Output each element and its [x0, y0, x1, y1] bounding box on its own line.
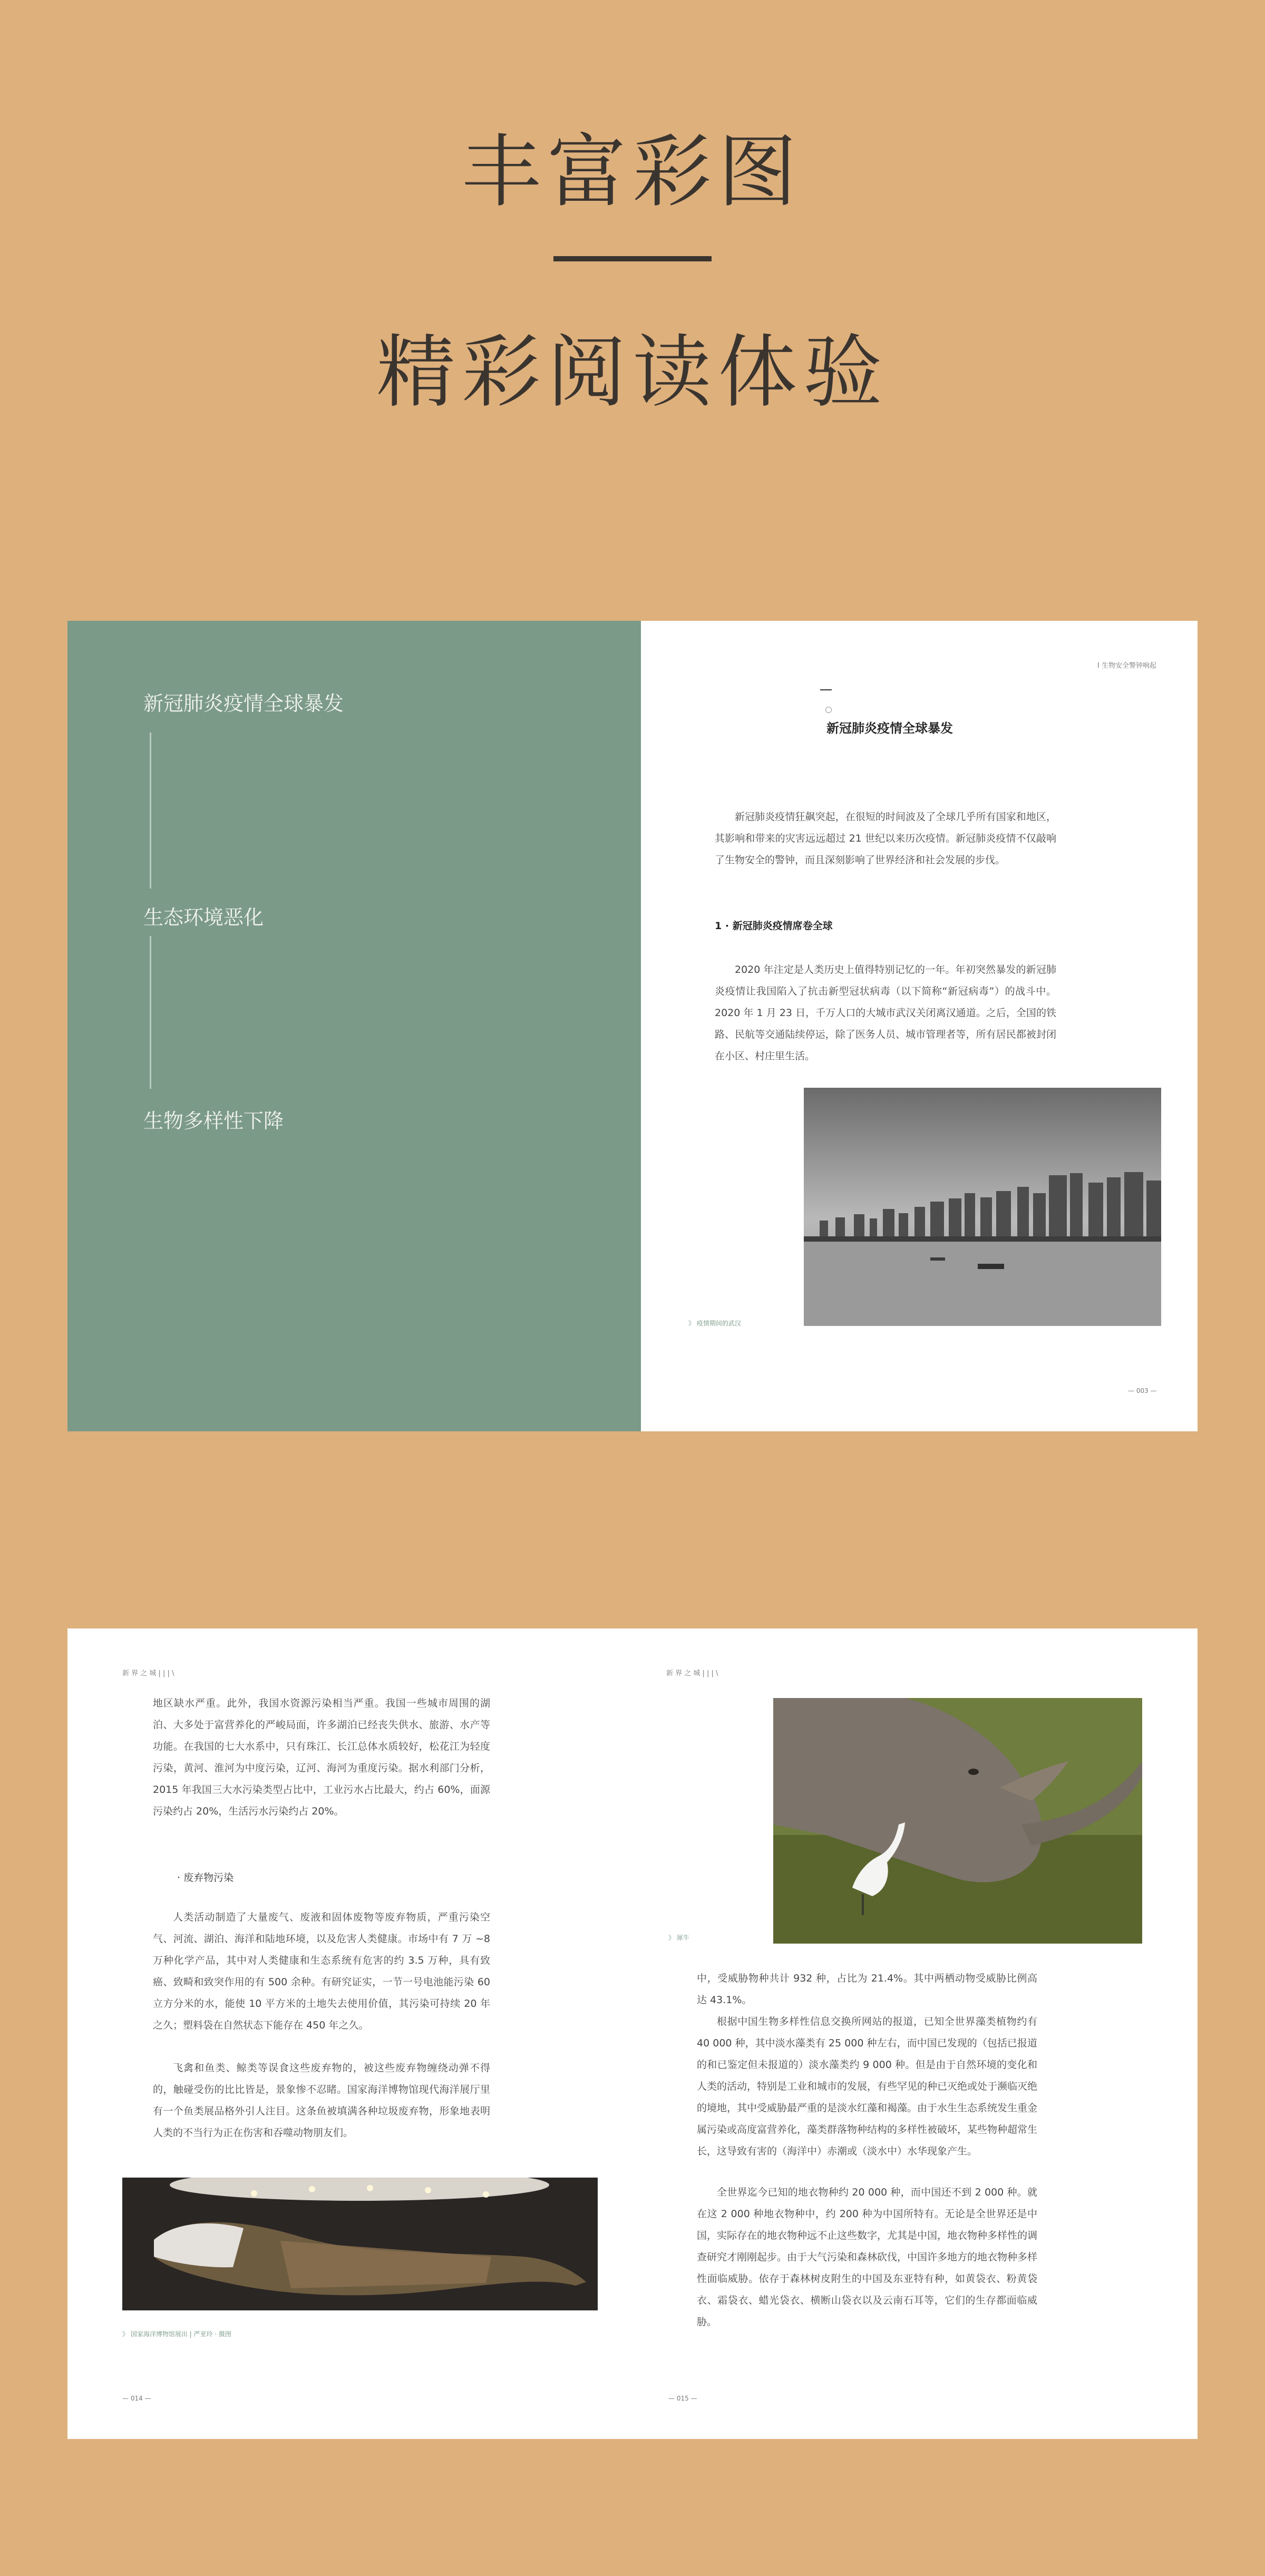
page-number: — 003 —	[1128, 1387, 1157, 1394]
running-head-right: 新 界 之 城 | | | \	[666, 1670, 718, 1677]
section-heading: 1 · 新冠肺炎疫情席卷全球	[715, 920, 833, 932]
rhino-egret-photo	[773, 1698, 1142, 1944]
intro-paragraph: 新冠肺炎疫情狂飙突起，在很短的时间波及了全球几乎所有国家和地区，其影响和带来的灾害远远超过 21 世纪以来历次疫情。新冠肺炎疫情不仅敲响了生物安全的警钟，而且深刻影响了世界经济和社会发展的步伐。	[715, 811, 1056, 866]
toc-connector	[150, 936, 151, 1089]
left-paragraph-2: 人类活动制造了大量废气、废液和固体废物等废弃物质，严重污染空气、河流、湖泊、海洋和陆地环境，以及危害人类健康。市场中有 7 万 ~8 万种化学产品，其中对人类健康和生态系统有危害的约 3.5 万种，具有致癌、致畸和致突作用的有 500 余种。有研究证实，一节一号电池能污染 60 立方分米的水，能使 10 平方米的土地失去使用价值，其污染可持续 20 年之久；塑料袋在自然状态下能存在 450 年之久。	[153, 1911, 490, 2031]
museum-photo-caption: 》 国家海洋博物馆展出 | 严亚玲 · 摄图	[122, 2330, 231, 2338]
chapter-title: 新冠肺炎疫情全球暴发	[826, 721, 953, 736]
right-paragraph-3: 全世界迄今已知的地衣物种约 20 000 种，而中国还不到 2 000 种。就在这 2 000 种地衣物种中，约 200 种为中国所特有。无论是全世界还是中国，实际存在的地衣物种远不止这些数字，尤其是中国，地衣物种多样性的调查研究才刚刚起步。由于大气污染和森林砍伐，中国许多地方的地衣物种多样性面临威胁。依存于森林树皮附生的中国及东亚特有种，如黄袋衣、粉黄袋衣、霜袋衣、蜡光袋衣、横断山袋衣以及云南石耳等，它们的生存都面临威胁。	[697, 2187, 1038, 2328]
left-paragraph-3: 飞禽和鱼类、鲸类等误食这些废弃物的，被这些废弃物缠绕动弹不得的，触碰受伤的比比皆是，景象惨不忍睹。国家海洋博物馆现代海洋展厅里有一个鱼类展品格外引人注目。这条鱼被填满各种垃圾废弃物，形象地表明人类的不当行为正在伤害和吞噬动物朋友们。	[153, 2062, 490, 2139]
section-paragraph: 2020 年注定是人类历史上值得特别记忆的一年。年初突然暴发的新冠肺炎疫情让我国陷入了抗击新型冠状病毒（以下简称“新冠病毒”）的战斗中。2020 年 1 月 23 日，千万人口的大城市武汉关闭离汉通道。之后，全国的铁路、民航等交通陆续停运，除了医务人员、城市管理者等，所有居民都被封闭在小区、村庄里生活。	[715, 964, 1056, 1062]
toc-panel	[67, 621, 641, 1431]
right-paragraph-1: 中，受威胁物种共计 932 种，占比为 21.4%。其中两栖动物受威胁比例高达 43.1%。	[697, 1973, 1037, 2006]
photo-caption: 》 疫情期间的武汉	[688, 1320, 741, 1327]
toc-connector	[150, 733, 151, 889]
chapter-marker-icon	[825, 707, 832, 713]
toc-item-2: 生态环境恶化	[143, 906, 264, 929]
rhino-photo-caption: 》 犀牛	[668, 1934, 689, 1941]
right-paragraph-2: 根据中国生物多样性信息交换所网站的报道，已知全世界藻类植物约有 40 000 种，其中淡水藻类有 25 000 种左右，而中国已发现的（包括已报道的和已鉴定但未报道的）淡水藻类约 9 000 种。但是由于自然环境的变化和人类的活动，特别是工业和城市的发展，有些罕见的种已灭绝或处于濒临灭绝的境地，其中受威胁最严重的是淡水红藻和褐藻。由于水生生态系统发生重金属污染或高度富营养化，藻类群落物种结构的多样性被破坏，某些物种超常生长，这导致有害的（海洋中）赤潮或（淡水中）水华现象产生。	[697, 2016, 1038, 2157]
hero-divider	[553, 256, 712, 261]
section-heading-waste: · 废弃物污染	[177, 1872, 234, 1884]
page-number-right: — 015 —	[668, 2395, 697, 2402]
page-number-left: — 014 —	[122, 2395, 151, 2402]
left-paragraph-1: 地区缺水严重。此外，我国水资源污染相当严重。我国一些城市周围的湖泊、大多处于富营养化的严峻局面，许多湖泊已经丧失供水、旅游、水产等功能。在我国的七大水系中，只有珠江、长江总体水质较好，松花江为轻度污染，黄河、淮河为中度污染，辽河、海河为重度污染。据水利部门分析，2015 年我国三大水污染类型占比中，工业污水占比最大，约占 60%，面源污染约占 20%，生活污水污染约占 20%。	[153, 1697, 490, 1817]
running-head: I 生物安全警钟响起	[1097, 662, 1156, 670]
museum-fish-exhibit-photo	[122, 2178, 598, 2310]
wuhan-city-photo	[804, 1088, 1161, 1326]
hero-title: 丰富彩图	[461, 126, 803, 218]
running-head-left: 新 界 之 城 | | | \	[122, 1670, 174, 1677]
toc-item-3: 生物多样性下降	[143, 1109, 284, 1133]
toc-item-1: 新冠肺炎疫情全球暴发	[143, 692, 344, 715]
hero-subtitle: 精彩阅读体验	[376, 327, 889, 418]
chapter-rule	[820, 689, 832, 690]
